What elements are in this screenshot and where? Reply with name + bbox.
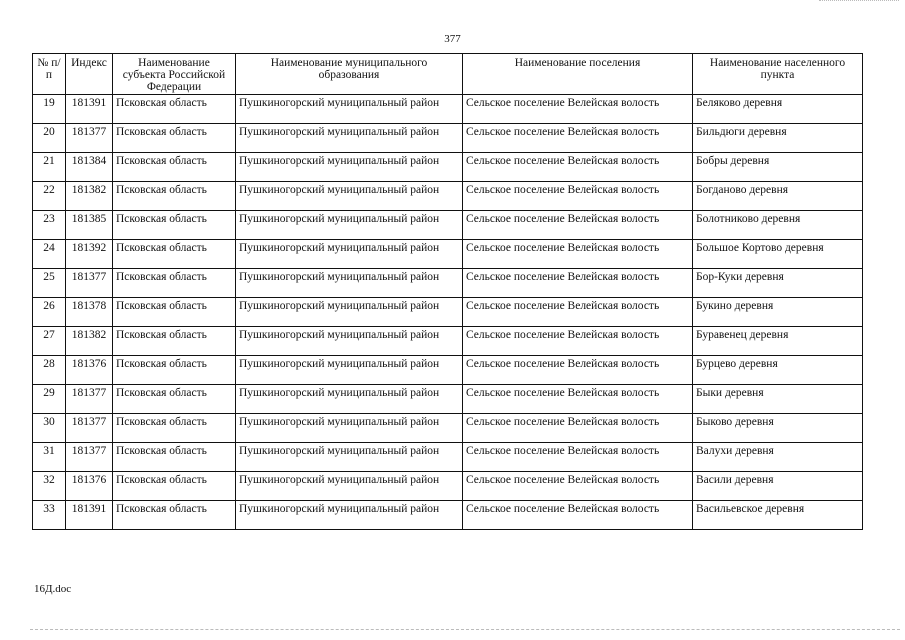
table-row bbox=[33, 385, 863, 414]
cell-num: 29 bbox=[33, 385, 66, 414]
cell-settlement: Сельское поселение Велейская волость bbox=[463, 95, 693, 124]
cell-index: 181382 bbox=[66, 327, 113, 356]
cell-locality: Большое Кортово деревня bbox=[693, 240, 863, 269]
cell-subject: Псковская область bbox=[113, 501, 236, 530]
cell-num: 19 bbox=[33, 95, 66, 124]
cell-num: 24 bbox=[33, 240, 66, 269]
cell-num: 30 bbox=[33, 414, 66, 443]
header-subject: Наименование субъекта Российской Федерации bbox=[113, 54, 236, 95]
cell-subject: Псковская область bbox=[113, 182, 236, 211]
table-row bbox=[33, 95, 863, 124]
header-locality: Наименование населенного пункта bbox=[693, 54, 863, 95]
cell-locality: Богданово деревня bbox=[693, 182, 863, 211]
cell-subject: Псковская область bbox=[113, 443, 236, 472]
cell-index: 181391 bbox=[66, 95, 113, 124]
table-row bbox=[33, 501, 863, 530]
cell-index: 181377 bbox=[66, 414, 113, 443]
cell-locality: Беляково деревня bbox=[693, 95, 863, 124]
table-body bbox=[33, 95, 863, 530]
cell-municipality: Пушкиногорский муниципальный район bbox=[236, 443, 463, 472]
cell-locality: Бурцево деревня bbox=[693, 356, 863, 385]
cell-municipality: Пушкиногорский муниципальный район bbox=[236, 501, 463, 530]
cell-settlement: Сельское поселение Велейская волость bbox=[463, 182, 693, 211]
cell-num: 22 bbox=[33, 182, 66, 211]
cell-index: 181377 bbox=[66, 124, 113, 153]
cell-index: 181377 bbox=[66, 385, 113, 414]
cell-locality: Бобры деревня bbox=[693, 153, 863, 182]
cell-municipality: Пушкиногорский муниципальный район bbox=[236, 356, 463, 385]
cell-index: 181382 bbox=[66, 182, 113, 211]
cell-subject: Псковская область bbox=[113, 327, 236, 356]
cell-subject: Псковская область bbox=[113, 269, 236, 298]
table-header-row bbox=[33, 54, 863, 95]
table-row bbox=[33, 327, 863, 356]
cell-index: 181376 bbox=[66, 356, 113, 385]
cell-municipality: Пушкиногорский муниципальный район bbox=[236, 211, 463, 240]
cell-municipality: Пушкиногорский муниципальный район bbox=[236, 298, 463, 327]
cell-subject: Псковская область bbox=[113, 153, 236, 182]
cell-num: 33 bbox=[33, 501, 66, 530]
table-row bbox=[33, 356, 863, 385]
cell-settlement: Сельское поселение Велейская волость bbox=[463, 211, 693, 240]
cell-locality: Буравенец деревня bbox=[693, 327, 863, 356]
cell-subject: Псковская область bbox=[113, 211, 236, 240]
table-row bbox=[33, 414, 863, 443]
cell-subject: Псковская область bbox=[113, 414, 236, 443]
cell-num: 25 bbox=[33, 269, 66, 298]
cell-num: 32 bbox=[33, 472, 66, 501]
cell-settlement: Сельское поселение Велейская волость bbox=[463, 269, 693, 298]
cell-municipality: Пушкиногорский муниципальный район bbox=[236, 95, 463, 124]
cell-subject: Псковская область bbox=[113, 124, 236, 153]
cell-municipality: Пушкиногорский муниципальный район bbox=[236, 269, 463, 298]
cell-num: 23 bbox=[33, 211, 66, 240]
cell-locality: Бор-Куки деревня bbox=[693, 269, 863, 298]
cell-locality: Бильдюги деревня bbox=[693, 124, 863, 153]
cell-settlement: Сельское поселение Велейская волость bbox=[463, 443, 693, 472]
cell-settlement: Сельское поселение Велейская волость bbox=[463, 298, 693, 327]
cell-settlement: Сельское поселение Велейская волость bbox=[463, 501, 693, 530]
table-row bbox=[33, 124, 863, 153]
cell-settlement: Сельское поселение Велейская волость bbox=[463, 472, 693, 501]
table-row bbox=[33, 153, 863, 182]
cell-num: 20 bbox=[33, 124, 66, 153]
cell-num: 28 bbox=[33, 356, 66, 385]
cell-index: 181392 bbox=[66, 240, 113, 269]
cell-settlement: Сельское поселение Велейская волость bbox=[463, 327, 693, 356]
cell-num: 21 bbox=[33, 153, 66, 182]
document-filename: 16Д.doc bbox=[34, 583, 72, 595]
cell-settlement: Сельское поселение Велейская волость bbox=[463, 153, 693, 182]
header-settlement: Наименование поселения bbox=[463, 54, 693, 95]
cell-municipality: Пушкиногорский муниципальный район bbox=[236, 385, 463, 414]
cell-subject: Псковская область bbox=[113, 95, 236, 124]
cell-num: 31 bbox=[33, 443, 66, 472]
localities-table bbox=[32, 53, 863, 530]
cell-municipality: Пушкиногорский муниципальный район bbox=[236, 472, 463, 501]
header-municipality: Наименование муниципального образования bbox=[236, 54, 463, 95]
cell-subject: Псковская область bbox=[113, 240, 236, 269]
cell-num: 27 bbox=[33, 327, 66, 356]
cell-index: 181391 bbox=[66, 501, 113, 530]
cell-locality: Букино деревня bbox=[693, 298, 863, 327]
cell-municipality: Пушкиногорский муниципальный район bbox=[236, 153, 463, 182]
cell-index: 181377 bbox=[66, 443, 113, 472]
cell-municipality: Пушкиногорский муниципальный район bbox=[236, 414, 463, 443]
cell-municipality: Пушкиногорский муниципальный район bbox=[236, 182, 463, 211]
header-num: № п/п bbox=[33, 54, 66, 95]
cell-settlement: Сельское поселение Велейская волость bbox=[463, 124, 693, 153]
cell-index: 181385 bbox=[66, 211, 113, 240]
cell-index: 181384 bbox=[66, 153, 113, 182]
cell-locality: Валухи деревня bbox=[693, 443, 863, 472]
cell-num: 26 bbox=[33, 298, 66, 327]
cell-index: 181377 bbox=[66, 269, 113, 298]
cell-settlement: Сельское поселение Велейская волость bbox=[463, 385, 693, 414]
cell-settlement: Сельское поселение Велейская волость bbox=[463, 356, 693, 385]
table-row bbox=[33, 211, 863, 240]
page-number: 377 bbox=[444, 33, 461, 45]
table-row bbox=[33, 443, 863, 472]
cell-locality: Васили деревня bbox=[693, 472, 863, 501]
header-index: Индекс bbox=[66, 54, 113, 95]
table-row bbox=[33, 269, 863, 298]
cell-locality: Болотниково деревня bbox=[693, 211, 863, 240]
cell-locality: Васильевское деревня bbox=[693, 501, 863, 530]
cell-municipality: Пушкиногорский муниципальный район bbox=[236, 240, 463, 269]
table-row bbox=[33, 472, 863, 501]
scan-artifact-bottom bbox=[30, 629, 900, 631]
cell-index: 181378 bbox=[66, 298, 113, 327]
cell-settlement: Сельское поселение Велейская волость bbox=[463, 414, 693, 443]
table-row bbox=[33, 182, 863, 211]
cell-subject: Псковская область bbox=[113, 356, 236, 385]
cell-settlement: Сельское поселение Велейская волость bbox=[463, 240, 693, 269]
cell-locality: Быково деревня bbox=[693, 414, 863, 443]
cell-locality: Быки деревня bbox=[693, 385, 863, 414]
cell-subject: Псковская область bbox=[113, 472, 236, 501]
cell-subject: Псковская область bbox=[113, 298, 236, 327]
cell-index: 181376 bbox=[66, 472, 113, 501]
scan-artifact-top bbox=[819, 0, 899, 3]
cell-municipality: Пушкиногорский муниципальный район bbox=[236, 124, 463, 153]
table-row bbox=[33, 298, 863, 327]
table-row bbox=[33, 240, 863, 269]
cell-municipality: Пушкиногорский муниципальный район bbox=[236, 327, 463, 356]
cell-subject: Псковская область bbox=[113, 385, 236, 414]
